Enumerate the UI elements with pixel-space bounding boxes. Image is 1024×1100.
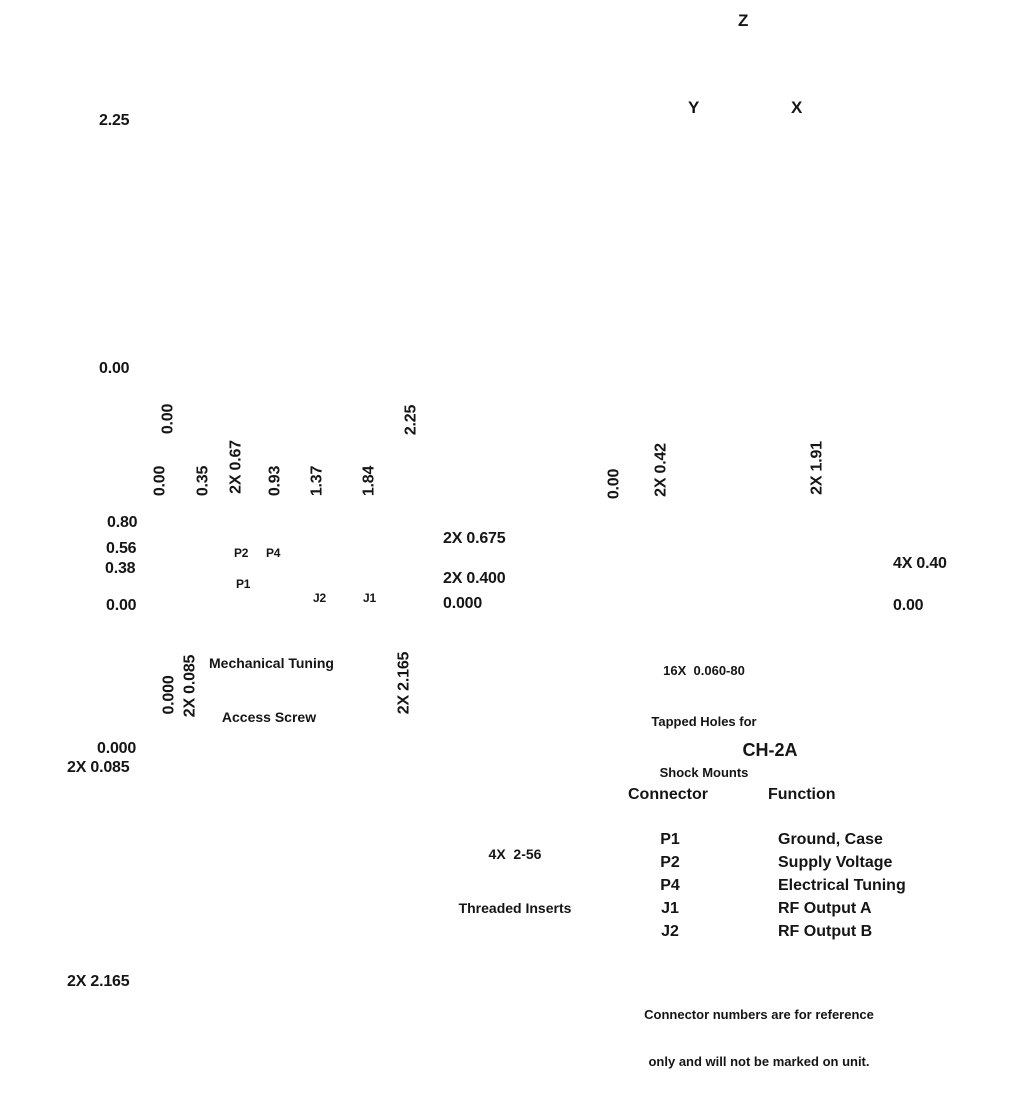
table-cell-function: RF Output A xyxy=(778,900,872,917)
table-cell-connector: P4 xyxy=(660,877,680,894)
table-cell-function: Ground, Case xyxy=(778,831,883,848)
table-cell-function: RF Output B xyxy=(778,923,873,940)
plan-x-upper-max: 2.25 xyxy=(402,404,420,436)
plan-y-d3: 0.38 xyxy=(105,560,136,577)
table-row xyxy=(620,831,920,849)
connector-ref-p2: P2 xyxy=(234,546,249,560)
table-cell-connector: J1 xyxy=(661,900,679,917)
plan-bottom-d1: 2X 0.085 xyxy=(181,654,199,718)
plan-bottom-d2: 2X 2.165 xyxy=(395,651,413,715)
plan-x-d1: 0.35 xyxy=(194,465,212,497)
table-row xyxy=(620,923,920,941)
table-row xyxy=(620,854,920,872)
axis-z-label: Z xyxy=(738,11,749,30)
connector-table-header-function: Function xyxy=(768,786,836,803)
plan-x-d3: 0.93 xyxy=(266,465,284,497)
table-row xyxy=(620,877,920,895)
right-x-d2: 2X 1.91 xyxy=(808,441,826,495)
side-height-dim: 2.25 xyxy=(99,112,130,129)
plan-x-d2: 2X 0.67 xyxy=(227,440,245,494)
plan-y-zero: 0.00 xyxy=(106,597,137,614)
connector-footnote xyxy=(628,976,890,1100)
front-dim-zero: 0.000 xyxy=(443,595,483,612)
mech-tuning-note xyxy=(209,618,334,762)
table-cell-connector: P2 xyxy=(660,854,680,871)
plan-x-zero: 0.00 xyxy=(151,465,169,497)
connector-table-header-connector: Connector xyxy=(628,786,708,803)
connector-table-title: CH-2A xyxy=(742,740,798,760)
shock-mounts-note-line2: Tapped Holes for xyxy=(651,714,757,729)
plan-y-d1: 0.80 xyxy=(107,514,138,531)
connector-footnote-line2: only and will not be marked on unit. xyxy=(648,1053,870,1069)
right-y-d1: 4X 0.40 xyxy=(893,555,947,572)
axis-y-label: Y xyxy=(688,98,700,117)
plan-y-d2: 0.56 xyxy=(106,540,137,557)
axis-x-label: X xyxy=(791,98,803,117)
connector-ref-j1: J1 xyxy=(363,591,376,605)
front-dim-2: 2X 0.400 xyxy=(443,570,506,587)
plan-x-upper-zero: 0.00 xyxy=(159,403,177,435)
bottom-left-d1: 2X 0.085 xyxy=(67,759,130,776)
threaded-inserts-note-line2: Threaded Inserts xyxy=(458,900,572,916)
threaded-inserts-note xyxy=(456,809,574,953)
table-cell-function: Supply Voltage xyxy=(778,854,893,871)
mech-tuning-note-line2: Access Screw xyxy=(221,709,317,725)
front-dim-1: 2X 0.675 xyxy=(443,530,506,547)
shock-mounts-note-line3: Shock Mounts xyxy=(659,765,749,780)
plan-x-d4: 1.37 xyxy=(308,465,326,497)
plan-bottom-zero: 0.000 xyxy=(160,675,178,715)
connector-table xyxy=(620,740,920,950)
mech-tuning-note-line1: Mechanical Tuning xyxy=(209,655,334,671)
shock-mounts-note-line1: 16X 0.060-80 xyxy=(663,663,745,678)
table-cell-connector: P1 xyxy=(660,831,680,848)
bottom-left-zero: 0.000 xyxy=(97,740,137,757)
right-x-d1: 2X 0.42 xyxy=(652,443,670,497)
connector-ref-p1: P1 xyxy=(236,577,251,591)
connector-ref-j2: J2 xyxy=(313,591,326,605)
threaded-inserts-note-line1: 4X 2-56 xyxy=(488,846,542,862)
side-datum-dim: 0.00 xyxy=(99,360,130,377)
right-x-zero: 0.00 xyxy=(605,468,623,500)
table-cell-function: Electrical Tuning xyxy=(778,877,906,894)
table-cell-connector: J2 xyxy=(661,923,679,940)
connector-footnote-line1: Connector numbers are for reference xyxy=(644,1007,874,1022)
table-row xyxy=(620,900,920,918)
connector-ref-p4: P4 xyxy=(266,546,281,560)
bottom-depth-dim: 2X 2.165 xyxy=(67,973,130,990)
plan-x-d5: 1.84 xyxy=(360,465,378,497)
right-y-zero: 0.00 xyxy=(893,597,924,614)
